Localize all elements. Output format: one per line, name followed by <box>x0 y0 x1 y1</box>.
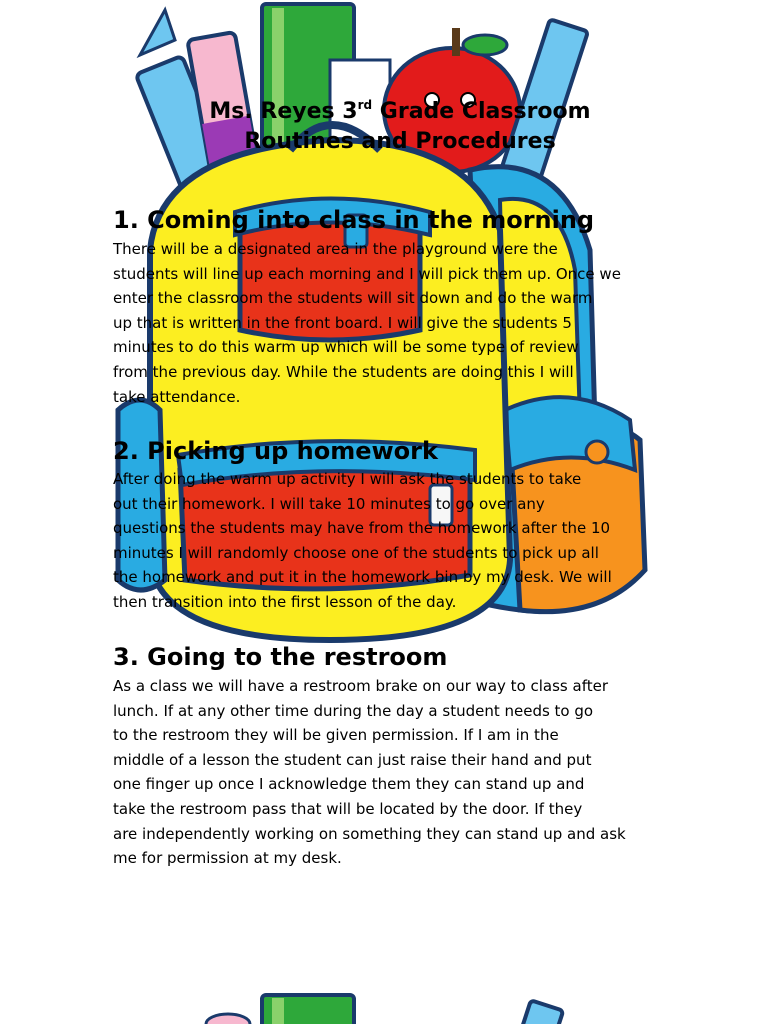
body-line: are independently working on something they can stand up and ask <box>113 824 626 843</box>
section-heading-morning: 1. Coming into class in the morning <box>113 206 595 234</box>
section-body-morning <box>113 237 673 409</box>
body-line: minutes I will randomly choose one of the students to pick up all <box>113 543 599 562</box>
title-superscript: rd <box>357 98 373 112</box>
body-line: questions the students may have from the homework after the 10 <box>113 519 611 538</box>
body-line: to the restroom they will be given permission. If I am in the <box>113 726 559 745</box>
body-line: me for permission at my desk. <box>113 849 342 868</box>
title-line-2: Routines and Procedures <box>244 129 556 154</box>
section-heading-restroom: 3. Going to the restroom <box>113 643 448 671</box>
body-line: middle of a lesson the student can just raise their hand and put <box>113 750 592 769</box>
body-line: There will be a designated area in the playground were the <box>113 240 558 258</box>
book-icon-page2 <box>262 995 354 1024</box>
body-line: minutes to do this warm up which will be some type of review <box>113 338 579 357</box>
title-text: Ms. Reyes 3 <box>209 99 358 124</box>
body-line: take attendance. <box>113 387 241 406</box>
body-line: from the previous day. While the students are doing this I will <box>113 362 574 381</box>
section-body-homework <box>113 467 673 615</box>
page-title <box>110 90 690 157</box>
body-line: students will line up each morning and I will pick them up. Once we <box>113 264 621 283</box>
section-heading-homework: 2. Picking up homework <box>113 437 438 465</box>
body-line: lunch. If at any other time during the day a student needs to go <box>113 701 594 720</box>
body-line: out their homework. I will take 10 minutes to go over any <box>113 494 545 513</box>
body-line: then transition into the first lesson of the day. <box>113 592 457 611</box>
body-line: the homework and put it in the homework bin by my desk. We will <box>113 568 612 587</box>
body-line: As a class we will have a restroom brake on our way to class after <box>113 677 608 695</box>
title-line-1 <box>110 90 690 127</box>
body-line: one finger up once I acknowledge them they can stand up and <box>113 775 585 794</box>
body-line: After doing the warm up activity I will ask the students to take <box>113 470 582 488</box>
section-body-restroom <box>113 674 673 871</box>
body-line: take the restroom pass that will be located by the door. If they <box>113 799 583 818</box>
title-text-rest: Grade Classroom <box>372 99 591 124</box>
body-line: up that is written in the front board. I will give the students 5 <box>113 313 572 332</box>
body-line: enter the classroom the students will sit down and do the warm <box>113 289 593 308</box>
star-icon <box>586 441 608 463</box>
